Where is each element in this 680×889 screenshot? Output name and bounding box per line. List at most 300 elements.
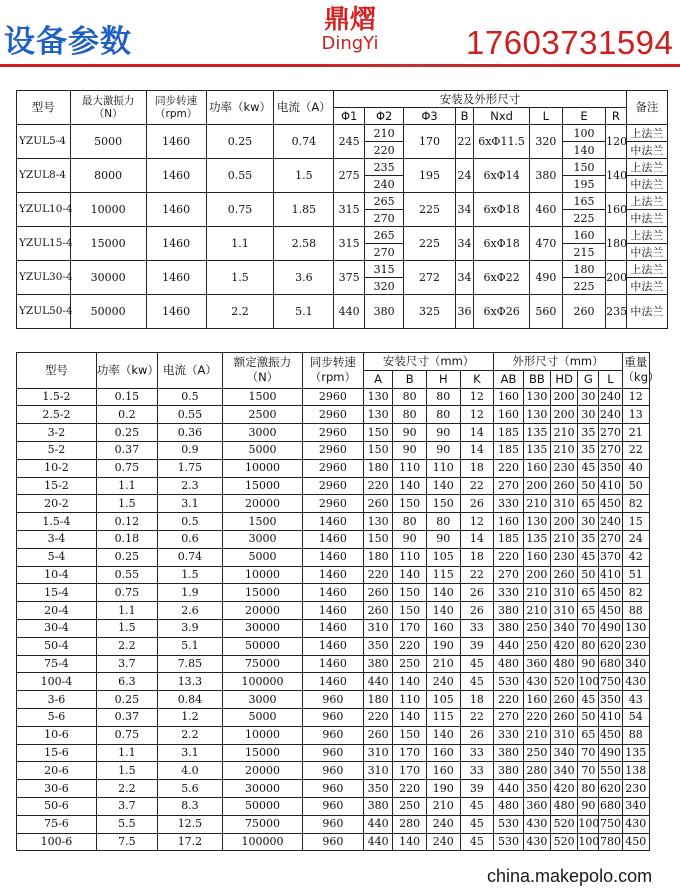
header-outline-l: L — [599, 370, 622, 388]
cell-b: 150 — [393, 584, 427, 602]
cell-h: 240 — [426, 673, 460, 691]
cell-r: 120 — [606, 125, 627, 159]
cell-hd: 260 — [551, 708, 578, 726]
cell-b: 80 — [393, 388, 427, 406]
cell-l: 490 — [599, 619, 622, 637]
cell-b: 140 — [393, 566, 427, 584]
cell-speed: 1460 — [302, 530, 363, 548]
cell-weight: 40 — [622, 459, 649, 477]
cell-speed: 1460 — [146, 227, 206, 261]
cell-remark: 中法兰 — [626, 142, 667, 159]
cell-l: 560 — [529, 295, 562, 329]
cell-weight: 230 — [622, 780, 649, 798]
cell-b: 170 — [393, 762, 427, 780]
cell-power: 0.25 — [96, 548, 157, 566]
cell-speed: 2960 — [302, 495, 363, 513]
cell-r: 235 — [606, 295, 627, 329]
cell-h: 160 — [426, 762, 460, 780]
cell-k: 14 — [460, 424, 494, 442]
cell-current: 2.3 — [157, 477, 222, 495]
cell-k: 26 — [460, 602, 494, 620]
header-e: E — [562, 108, 605, 125]
cell-remark: 中法兰 — [626, 210, 667, 227]
cell-current: 2.58 — [274, 227, 334, 261]
header-rated-force: 额定激振力（N） — [223, 353, 303, 389]
brand-logo — [310, 6, 390, 54]
table-row — [17, 261, 668, 278]
cell-l: 240 — [599, 513, 622, 531]
cell-l: 350 — [599, 691, 622, 709]
cell-power: 2.2 — [96, 780, 157, 798]
cell-current: 5.1 — [157, 637, 222, 655]
cell-speed: 1460 — [146, 125, 206, 159]
cell-weight: 138 — [622, 762, 649, 780]
cell-l: 450 — [599, 602, 622, 620]
cell-b: 90 — [393, 441, 427, 459]
cell-l: 490 — [529, 261, 562, 295]
cell-b: 110 — [393, 548, 427, 566]
cell-b: 110 — [393, 459, 427, 477]
header-hd: HD — [551, 370, 578, 388]
cell-nxd: 6xΦ11.5 — [474, 125, 530, 159]
cell-r: 200 — [606, 261, 627, 295]
cell-hd: 260 — [551, 691, 578, 709]
cell-rated-force: 20000 — [223, 495, 303, 513]
cell-power: 1.1 — [96, 602, 157, 620]
table-row — [17, 388, 650, 406]
cell-hd: 310 — [551, 602, 578, 620]
cell-g: 35 — [578, 424, 599, 442]
cell-a: 440 — [363, 833, 392, 851]
header-phi3: Φ3 — [404, 108, 456, 125]
cell-power: 0.18 — [96, 530, 157, 548]
cell-bb: 210 — [523, 495, 550, 513]
cell-l: 680 — [599, 655, 622, 673]
cell-weight: 54 — [622, 708, 649, 726]
cell-h: 105 — [426, 548, 460, 566]
cell-current: 0.74 — [157, 548, 222, 566]
source-watermark: china.makepolo.com — [487, 866, 653, 886]
cell-k: 45 — [460, 833, 494, 851]
cell-rated-force: 100000 — [223, 833, 303, 851]
cell-current: 13.3 — [157, 673, 222, 691]
cell-rated-force: 5000 — [223, 708, 303, 726]
cell-rated-force: 3000 — [223, 530, 303, 548]
cell-rated-force: 100000 — [223, 673, 303, 691]
cell-weight: 340 — [622, 797, 649, 815]
cell-h: 90 — [426, 424, 460, 442]
cell-k: 39 — [460, 780, 494, 798]
cell-b: 90 — [393, 424, 427, 442]
cell-g: 70 — [578, 744, 599, 762]
cell-a: 310 — [363, 762, 392, 780]
header-max-force: 最大激振力（N） — [70, 91, 146, 125]
cell-b: 140 — [393, 833, 427, 851]
cell-a: 260 — [363, 495, 392, 513]
cell-hd: 200 — [551, 388, 578, 406]
header-speed: 同步转速（rpm） — [146, 91, 206, 125]
cell-bb: 250 — [523, 637, 550, 655]
cell-bb: 160 — [523, 548, 550, 566]
cell-hd: 340 — [551, 619, 578, 637]
cell-bb: 130 — [523, 513, 550, 531]
cell-current: 0.5 — [157, 513, 222, 531]
cell-weight: 130 — [622, 619, 649, 637]
cell-power: 0.25 — [96, 424, 157, 442]
cell-r: 160 — [606, 193, 627, 227]
cell-speed: 1460 — [302, 584, 363, 602]
cell-phi2: 240 — [365, 176, 404, 193]
cell-g: 65 — [578, 584, 599, 602]
header-ab: AB — [494, 370, 523, 388]
cell-phi2: 210 — [365, 125, 404, 142]
cell-e: 180 — [562, 261, 605, 278]
cell-power: 0.37 — [96, 441, 157, 459]
cell-current: 0.6 — [157, 530, 222, 548]
cell-current: 1.85 — [274, 193, 334, 227]
cell-b: 36 — [455, 295, 474, 329]
cell-b: 150 — [393, 726, 427, 744]
cell-remark: 上法兰 — [626, 159, 667, 176]
cell-b: 22 — [455, 125, 474, 159]
cell-e: 225 — [562, 278, 605, 295]
cell-l: 450 — [599, 584, 622, 602]
cell-a: 150 — [363, 441, 392, 459]
cell-nxd: 6xΦ18 — [474, 193, 530, 227]
cell-current: 1.5 — [274, 159, 334, 193]
cell-speed: 1460 — [302, 619, 363, 637]
cell-weight: 22 — [622, 441, 649, 459]
cell-a: 260 — [363, 584, 392, 602]
cell-rated-force: 3000 — [223, 424, 303, 442]
cell-speed: 1460 — [302, 673, 363, 691]
cell-speed: 1460 — [302, 513, 363, 531]
cell-k: 18 — [460, 548, 494, 566]
cell-weight: 42 — [622, 548, 649, 566]
cell-e: 225 — [562, 210, 605, 227]
cell-phi3: 325 — [404, 295, 456, 329]
cell-force: 10000 — [70, 193, 146, 227]
cell-weight: 24 — [622, 530, 649, 548]
cell-a: 310 — [363, 744, 392, 762]
cell-model: 3-4 — [17, 530, 97, 548]
cell-h: 115 — [426, 566, 460, 584]
vibration-motor-spec-table — [16, 352, 660, 851]
cell-phi2: 220 — [365, 142, 404, 159]
cell-h: 110 — [426, 459, 460, 477]
cell-model: 10-4 — [17, 566, 97, 584]
cell-rated-force: 10000 — [223, 726, 303, 744]
cell-hd: 200 — [551, 406, 578, 424]
cell-b: 250 — [393, 655, 427, 673]
cell-phi3: 170 — [404, 125, 456, 159]
cell-rated-force: 1500 — [223, 513, 303, 531]
cell-bb: 160 — [523, 459, 550, 477]
cell-weight: 15 — [622, 513, 649, 531]
cell-phi2: 235 — [365, 159, 404, 176]
cell-power: 0.12 — [96, 513, 157, 531]
cell-rated-force: 15000 — [223, 584, 303, 602]
cell-e: 100 — [562, 125, 605, 142]
cell-b: 170 — [393, 619, 427, 637]
cell-hd: 210 — [551, 424, 578, 442]
cell-speed: 1460 — [302, 637, 363, 655]
cell-speed: 1460 — [302, 655, 363, 673]
header-l: L — [529, 108, 562, 125]
cell-speed: 960 — [302, 797, 363, 815]
cell-rated-force: 75000 — [223, 815, 303, 833]
table-row — [17, 602, 650, 620]
cell-k: 45 — [460, 797, 494, 815]
cell-bb: 250 — [523, 619, 550, 637]
cell-ab: 160 — [494, 513, 523, 531]
cell-weight: 21 — [622, 424, 649, 442]
cell-ab: 380 — [494, 602, 523, 620]
cell-b: 170 — [393, 744, 427, 762]
cell-current: 8.3 — [157, 797, 222, 815]
cell-bb: 130 — [523, 388, 550, 406]
cell-model: 75-6 — [17, 815, 97, 833]
cell-g: 50 — [578, 477, 599, 495]
cell-current: 3.6 — [274, 261, 334, 295]
cell-k: 45 — [460, 655, 494, 673]
cell-weight: 230 — [622, 637, 649, 655]
cell-phi1: 245 — [334, 125, 365, 159]
cell-hd: 520 — [551, 833, 578, 851]
cell-power: 2.2 — [96, 637, 157, 655]
cell-h: 105 — [426, 691, 460, 709]
cell-model: 100-4 — [17, 673, 97, 691]
cell-g: 65 — [578, 726, 599, 744]
cell-ab: 480 — [494, 797, 523, 815]
cell-k: 12 — [460, 513, 494, 531]
cell-hd: 340 — [551, 744, 578, 762]
cell-h: 190 — [426, 637, 460, 655]
cell-g: 70 — [578, 619, 599, 637]
cell-a: 220 — [363, 708, 392, 726]
cell-rated-force: 10000 — [223, 459, 303, 477]
cell-h: 80 — [426, 406, 460, 424]
cell-a: 130 — [363, 406, 392, 424]
table-row — [17, 762, 650, 780]
cell-k: 22 — [460, 477, 494, 495]
cell-model: 15-6 — [17, 744, 97, 762]
cell-power: 0.75 — [206, 193, 274, 227]
cell-a: 180 — [363, 459, 392, 477]
cell-h: 160 — [426, 619, 460, 637]
cell-hd: 420 — [551, 637, 578, 655]
cell-k: 12 — [460, 388, 494, 406]
cell-l: 750 — [599, 673, 622, 691]
cell-l: 680 — [599, 797, 622, 815]
cell-l: 320 — [529, 125, 562, 159]
cell-a: 180 — [363, 548, 392, 566]
cell-g: 90 — [578, 797, 599, 815]
cell-bb: 430 — [523, 673, 550, 691]
cell-g: 30 — [578, 406, 599, 424]
header-nxd: Nxd — [474, 108, 530, 125]
cell-k: 45 — [460, 815, 494, 833]
cell-a: 130 — [363, 513, 392, 531]
cell-e: 165 — [562, 193, 605, 210]
header-a: A — [363, 370, 392, 388]
cell-h: 210 — [426, 655, 460, 673]
cell-speed: 960 — [302, 691, 363, 709]
cell-speed: 2960 — [302, 406, 363, 424]
cell-bb: 360 — [523, 655, 550, 673]
cell-bb: 135 — [523, 530, 550, 548]
header-b: B — [455, 108, 474, 125]
cell-bb: 350 — [523, 780, 550, 798]
cell-speed: 1460 — [146, 159, 206, 193]
cell-bb: 220 — [523, 708, 550, 726]
cell-h: 80 — [426, 388, 460, 406]
cell-current: 3.1 — [157, 744, 222, 762]
cell-bb: 200 — [523, 566, 550, 584]
cell-b: 140 — [393, 477, 427, 495]
cell-force: 15000 — [70, 227, 146, 261]
cell-h: 140 — [426, 602, 460, 620]
cell-model: 20-2 — [17, 495, 97, 513]
cell-l: 450 — [599, 726, 622, 744]
cell-k: 26 — [460, 495, 494, 513]
cell-current: 3.9 — [157, 619, 222, 637]
header-g: G — [578, 370, 599, 388]
header-phi1: Φ1 — [334, 108, 365, 125]
cell-k: 14 — [460, 530, 494, 548]
cell-model: 30-4 — [17, 619, 97, 637]
cell-current: 1.2 — [157, 708, 222, 726]
cell-bb: 210 — [523, 584, 550, 602]
cell-force: 8000 — [70, 159, 146, 193]
cell-b: 280 — [393, 815, 427, 833]
table-row — [17, 441, 650, 459]
cell-rated-force: 15000 — [223, 744, 303, 762]
cell-phi1: 315 — [334, 227, 365, 261]
cell-ab: 220 — [494, 691, 523, 709]
cell-k: 14 — [460, 441, 494, 459]
cell-rated-force: 20000 — [223, 602, 303, 620]
cell-e: 215 — [562, 244, 605, 261]
cell-power: 3.7 — [96, 797, 157, 815]
cell-k: 33 — [460, 762, 494, 780]
cell-model: YZUL50-4 — [17, 295, 71, 329]
cell-current: 3.1 — [157, 495, 222, 513]
cell-g: 45 — [578, 691, 599, 709]
table-row — [17, 691, 650, 709]
cell-phi2: 320 — [365, 278, 404, 295]
cell-speed: 960 — [302, 833, 363, 851]
cell-power: 1.1 — [96, 477, 157, 495]
cell-l: 460 — [529, 193, 562, 227]
cell-nxd: 6xΦ22 — [474, 261, 530, 295]
cell-nxd: 6xΦ14 — [474, 159, 530, 193]
cell-current: 2.6 — [157, 602, 222, 620]
table-row — [17, 513, 650, 531]
cell-hd: 260 — [551, 566, 578, 584]
cell-speed: 1460 — [146, 193, 206, 227]
cell-rated-force: 30000 — [223, 619, 303, 637]
page-title: 设备参数 — [4, 24, 132, 60]
cell-b: 34 — [455, 261, 474, 295]
cell-k: 18 — [460, 691, 494, 709]
cell-ab: 530 — [494, 815, 523, 833]
cell-b: 24 — [455, 159, 474, 193]
cell-l: 240 — [599, 406, 622, 424]
cell-remark: 上法兰 — [626, 261, 667, 278]
header-current: 电流（A） — [274, 91, 334, 125]
cell-b: 34 — [455, 227, 474, 261]
cell-current: 1.9 — [157, 584, 222, 602]
cell-h: 160 — [426, 744, 460, 762]
table-row — [17, 726, 650, 744]
cell-model: 1.5-2 — [17, 388, 97, 406]
cell-speed: 960 — [302, 708, 363, 726]
cell-h: 140 — [426, 584, 460, 602]
cell-rated-force: 15000 — [223, 477, 303, 495]
cell-model: YZUL30-4 — [17, 261, 71, 295]
cell-l: 380 — [529, 159, 562, 193]
cell-phi3: 225 — [404, 227, 456, 261]
cell-current: 1.75 — [157, 459, 222, 477]
table-row — [17, 584, 650, 602]
cell-power: 0.55 — [96, 566, 157, 584]
cell-nxd: 6xΦ26 — [474, 295, 530, 329]
cell-g: 35 — [578, 441, 599, 459]
cell-bb: 210 — [523, 602, 550, 620]
cell-bb: 250 — [523, 744, 550, 762]
cell-model: 3-6 — [17, 691, 97, 709]
cell-a: 440 — [363, 673, 392, 691]
cell-remark: 上法兰 — [626, 193, 667, 210]
page-header — [0, 0, 680, 66]
cell-bb: 430 — [523, 815, 550, 833]
cell-nxd: 6xΦ18 — [474, 227, 530, 261]
cell-bb: 130 — [523, 406, 550, 424]
cell-phi1: 440 — [334, 295, 365, 329]
cell-hd: 230 — [551, 548, 578, 566]
cell-a: 150 — [363, 530, 392, 548]
cell-current: 4.0 — [157, 762, 222, 780]
cell-phi1: 275 — [334, 159, 365, 193]
cell-bb: 200 — [523, 477, 550, 495]
header-outline-dims: 外形尺寸（mm） — [494, 353, 622, 371]
cell-speed: 2960 — [302, 441, 363, 459]
cell-g: 30 — [578, 388, 599, 406]
phone-number: 17603731594 — [466, 24, 674, 61]
cell-bb: 135 — [523, 441, 550, 459]
cell-rated-force: 2500 — [223, 406, 303, 424]
table-row — [17, 548, 650, 566]
cell-l: 750 — [599, 815, 622, 833]
cell-power: 1.5 — [96, 762, 157, 780]
cell-model: 10-6 — [17, 726, 97, 744]
cell-phi2: 270 — [365, 244, 404, 261]
cell-g: 70 — [578, 762, 599, 780]
cell-h: 90 — [426, 530, 460, 548]
header-model: 型号 — [17, 353, 97, 389]
cell-power: 6.3 — [96, 673, 157, 691]
cell-k: 22 — [460, 566, 494, 584]
cell-current: 0.55 — [157, 406, 222, 424]
table-row — [17, 797, 650, 815]
cell-g: 35 — [578, 530, 599, 548]
cell-power: 0.25 — [96, 691, 157, 709]
cell-weight: 12 — [622, 388, 649, 406]
table-row — [17, 708, 650, 726]
cell-rated-force: 5000 — [223, 548, 303, 566]
cell-remark: 中法兰 — [626, 244, 667, 261]
